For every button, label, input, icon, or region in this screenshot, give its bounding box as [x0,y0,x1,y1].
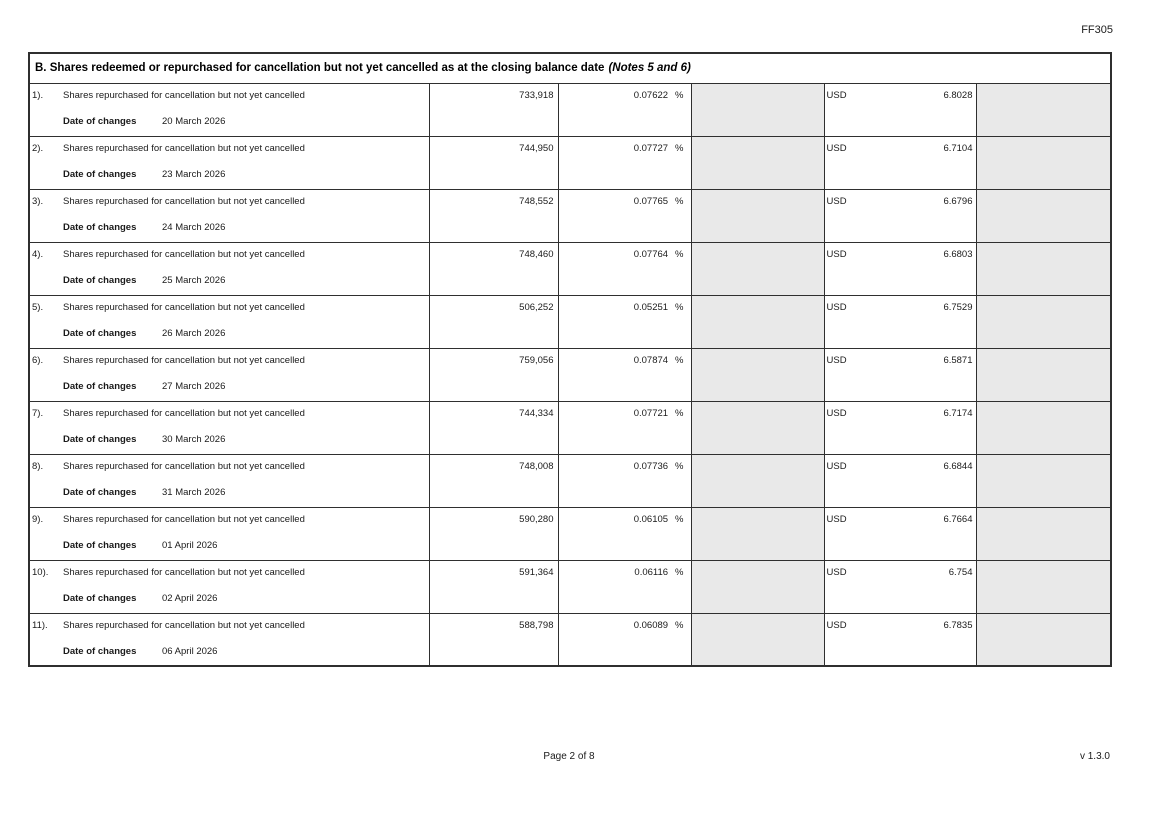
date-of-changes-label: Date of changes [63,539,137,551]
currency-amount-cell [824,189,976,242]
currency-amount-wrap [827,514,973,525]
currency-amount-cell [824,560,976,613]
row-description: Shares repurchased for cancellation but not yet cancelled [63,407,305,419]
percentage-cell [558,348,691,401]
currency-amount-wrap [827,620,973,631]
row-description: Shares repurchased for cancellation but not yet cancelled [63,248,305,260]
currency-label: USD [826,513,847,525]
percentage-cell [558,507,691,560]
table-row [29,83,1111,136]
version-label: v 1.3.0 [1079,751,1110,762]
price-value: 6.7664 [943,513,973,525]
shaded-cell [691,136,824,189]
currency-label: USD [826,301,847,313]
row-number: 8). [32,460,44,472]
percentage-cell [558,83,691,136]
row-number: 3). [32,195,44,207]
shaded-cell [976,295,1111,348]
currency-label: USD [826,195,847,207]
percentage-value: 0.07874 [633,354,669,366]
date-of-changes-value: 20 March 2026 [162,115,226,127]
percentage-value: 0.06089 [633,619,669,631]
row-number: 10). [32,566,49,578]
price-value: 6.8028 [943,89,973,101]
currency-amount-cell [824,613,976,666]
shaded-cell [691,83,824,136]
currency-label: USD [826,407,847,419]
date-line [30,540,429,551]
description-line [30,249,429,260]
date-of-changes-label: Date of changes [63,380,137,392]
date-of-changes-label: Date of changes [63,645,137,657]
shares-count-cell: 748,008 [429,454,558,507]
shares-count-cell: 748,460 [429,242,558,295]
date-line [30,222,429,233]
date-of-changes-value: 06 April 2026 [162,645,218,657]
percentage-cell [558,242,691,295]
percent-sign: % [675,89,684,101]
date-line [30,646,429,657]
date-of-changes-value: 30 March 2026 [162,433,226,445]
date-of-changes-label: Date of changes [63,433,137,445]
price-value: 6.7529 [943,301,973,313]
shaded-cell [976,613,1111,666]
section-title [29,53,1111,83]
row-description: Shares repurchased for cancellation but not yet cancelled [63,142,305,154]
price-value: 6.6844 [943,460,973,472]
date-of-changes-value: 02 April 2026 [162,592,218,604]
description-line [30,143,429,154]
description-line [30,90,429,101]
percent-sign: % [675,513,684,525]
shaded-cell [976,189,1111,242]
shares-count-cell: 744,950 [429,136,558,189]
currency-amount-cell [824,295,976,348]
description-cell [29,401,429,454]
price-value: 6.7104 [943,142,973,154]
description-cell [29,454,429,507]
description-cell [29,507,429,560]
date-of-changes-label: Date of changes [63,168,137,180]
percent-sign: % [675,248,684,260]
percent-sign: % [675,142,684,154]
section-title-notes: (Notes 5 and 6) [608,62,691,75]
row-description: Shares repurchased for cancellation but not yet cancelled [63,354,305,366]
price-value: 6.6796 [943,195,973,207]
shaded-cell [976,454,1111,507]
currency-amount-cell [824,348,976,401]
row-description: Shares repurchased for cancellation but not yet cancelled [63,89,305,101]
table-row [29,560,1111,613]
description-cell [29,560,429,613]
percent-sign: % [675,566,684,578]
percentage-cell [558,613,691,666]
row-number: 7). [32,407,44,419]
percent-sign: % [675,619,684,631]
shares-count-cell: 759,056 [429,348,558,401]
shaded-cell [976,560,1111,613]
percentage-value: 0.07736 [633,460,669,472]
date-line [30,328,429,339]
date-line [30,487,429,498]
percent-sign: % [675,195,684,207]
percentage-value: 0.07764 [633,248,669,260]
price-value: 6.6803 [943,248,973,260]
description-line [30,408,429,419]
description-line [30,355,429,366]
date-of-changes-label: Date of changes [63,221,137,233]
shaded-cell [691,454,824,507]
currency-label: USD [826,619,847,631]
currency-label: USD [826,566,847,578]
currency-label: USD [826,142,847,154]
price-value: 6.5871 [943,354,973,366]
currency-amount-cell [824,454,976,507]
description-line [30,196,429,207]
date-line [30,381,429,392]
shaded-cell [976,401,1111,454]
description-cell [29,189,429,242]
percentage-cell [558,454,691,507]
table-row [29,507,1111,560]
row-description: Shares repurchased for cancellation but not yet cancelled [63,619,305,631]
date-of-changes-value: 26 March 2026 [162,327,226,339]
shaded-cell [691,348,824,401]
percentage-value: 0.07727 [633,142,669,154]
date-of-changes-value: 27 March 2026 [162,380,226,392]
currency-amount-cell [824,401,976,454]
description-cell [29,613,429,666]
percentage-value: 0.06105 [633,513,669,525]
shares-count-cell: 733,918 [429,83,558,136]
table-row [29,189,1111,242]
table-row [29,295,1111,348]
date-of-changes-value: 25 March 2026 [162,274,226,286]
shares-count-cell: 748,552 [429,189,558,242]
percent-sign: % [675,460,684,472]
shaded-cell [976,83,1111,136]
row-number: 6). [32,354,44,366]
description-cell [29,348,429,401]
percent-sign: % [675,407,684,419]
currency-label: USD [826,354,847,366]
currency-amount-wrap [827,143,973,154]
shaded-cell [976,348,1111,401]
description-line [30,514,429,525]
description-line [30,461,429,472]
date-line [30,593,429,604]
description-cell [29,295,429,348]
date-of-changes-label: Date of changes [63,486,137,498]
percent-sign: % [675,301,684,313]
price-value: 6.754 [948,566,973,578]
page-number: Page 2 of 8 [543,751,595,762]
percentage-value: 0.05251 [633,301,669,313]
table-row [29,454,1111,507]
section-title-text: B. Shares redeemed or repurchased for cancellation but not yet cancelled as at the closing balance date [35,62,605,75]
percentage-value: 0.07765 [633,195,669,207]
form-code: FF305 [1081,24,1113,36]
percentage-cell [558,401,691,454]
currency-amount-cell [824,83,976,136]
currency-amount-wrap [827,408,973,419]
shares-count-cell: 506,252 [429,295,558,348]
percentage-cell [558,136,691,189]
table-row [29,136,1111,189]
currency-amount-cell [824,136,976,189]
price-value: 6.7835 [943,619,973,631]
table-row [29,401,1111,454]
shaded-cell [691,613,824,666]
row-number: 11). [32,619,48,631]
date-of-changes-value: 24 March 2026 [162,221,226,233]
currency-label: USD [826,248,847,260]
section-header-row [29,53,1111,83]
row-number: 9). [32,513,44,525]
shaded-cell [691,189,824,242]
shaded-cell [976,136,1111,189]
shares-redeemed-table [28,52,1112,667]
percentage-value: 0.07721 [633,407,669,419]
row-number: 4). [32,248,44,260]
row-description: Shares repurchased for cancellation but not yet cancelled [63,513,305,525]
date-of-changes-label: Date of changes [63,274,137,286]
shaded-cell [976,507,1111,560]
currency-amount-wrap [827,302,973,313]
description-line [30,620,429,631]
shaded-cell [691,242,824,295]
shares-count-cell: 591,364 [429,560,558,613]
currency-amount-wrap [827,249,973,260]
currency-amount-wrap [827,355,973,366]
row-number: 1). [32,89,44,101]
percentage-cell [558,189,691,242]
row-description: Shares repurchased for cancellation but not yet cancelled [63,460,305,472]
description-cell [29,83,429,136]
shares-count-cell: 590,280 [429,507,558,560]
description-cell [29,242,429,295]
percentage-cell [558,560,691,613]
date-of-changes-value: 01 April 2026 [162,539,218,551]
row-description: Shares repurchased for cancellation but not yet cancelled [63,301,305,313]
currency-amount-wrap [827,567,973,578]
date-of-changes-label: Date of changes [63,115,137,127]
date-line [30,169,429,180]
percentage-value: 0.06116 [634,566,669,578]
currency-amount-wrap [827,90,973,101]
table-row [29,348,1111,401]
shaded-cell [691,560,824,613]
row-number: 2). [32,142,44,154]
shaded-cell [976,242,1111,295]
date-line [30,275,429,286]
price-value: 6.7174 [943,407,973,419]
date-line [30,434,429,445]
date-of-changes-value: 31 March 2026 [162,486,226,498]
row-number: 5). [32,301,44,313]
percentage-value: 0.07622 [633,89,669,101]
date-of-changes-label: Date of changes [63,327,137,339]
currency-label: USD [826,460,847,472]
currency-label: USD [826,89,847,101]
description-line [30,302,429,313]
currency-amount-cell [824,242,976,295]
currency-amount-wrap [827,461,973,472]
shares-count-cell: 588,798 [429,613,558,666]
row-description: Shares repurchased for cancellation but not yet cancelled [63,566,305,578]
description-cell [29,136,429,189]
currency-amount-wrap [827,196,973,207]
shares-count-cell: 744,334 [429,401,558,454]
shaded-cell [691,507,824,560]
percent-sign: % [675,354,684,366]
date-of-changes-label: Date of changes [63,592,137,604]
shaded-cell [691,401,824,454]
table-row [29,613,1111,666]
date-of-changes-value: 23 March 2026 [162,168,226,180]
shaded-cell [691,295,824,348]
row-description: Shares repurchased for cancellation but not yet cancelled [63,195,305,207]
date-line [30,116,429,127]
percentage-cell [558,295,691,348]
table-row [29,242,1111,295]
description-line [30,567,429,578]
currency-amount-cell [824,507,976,560]
